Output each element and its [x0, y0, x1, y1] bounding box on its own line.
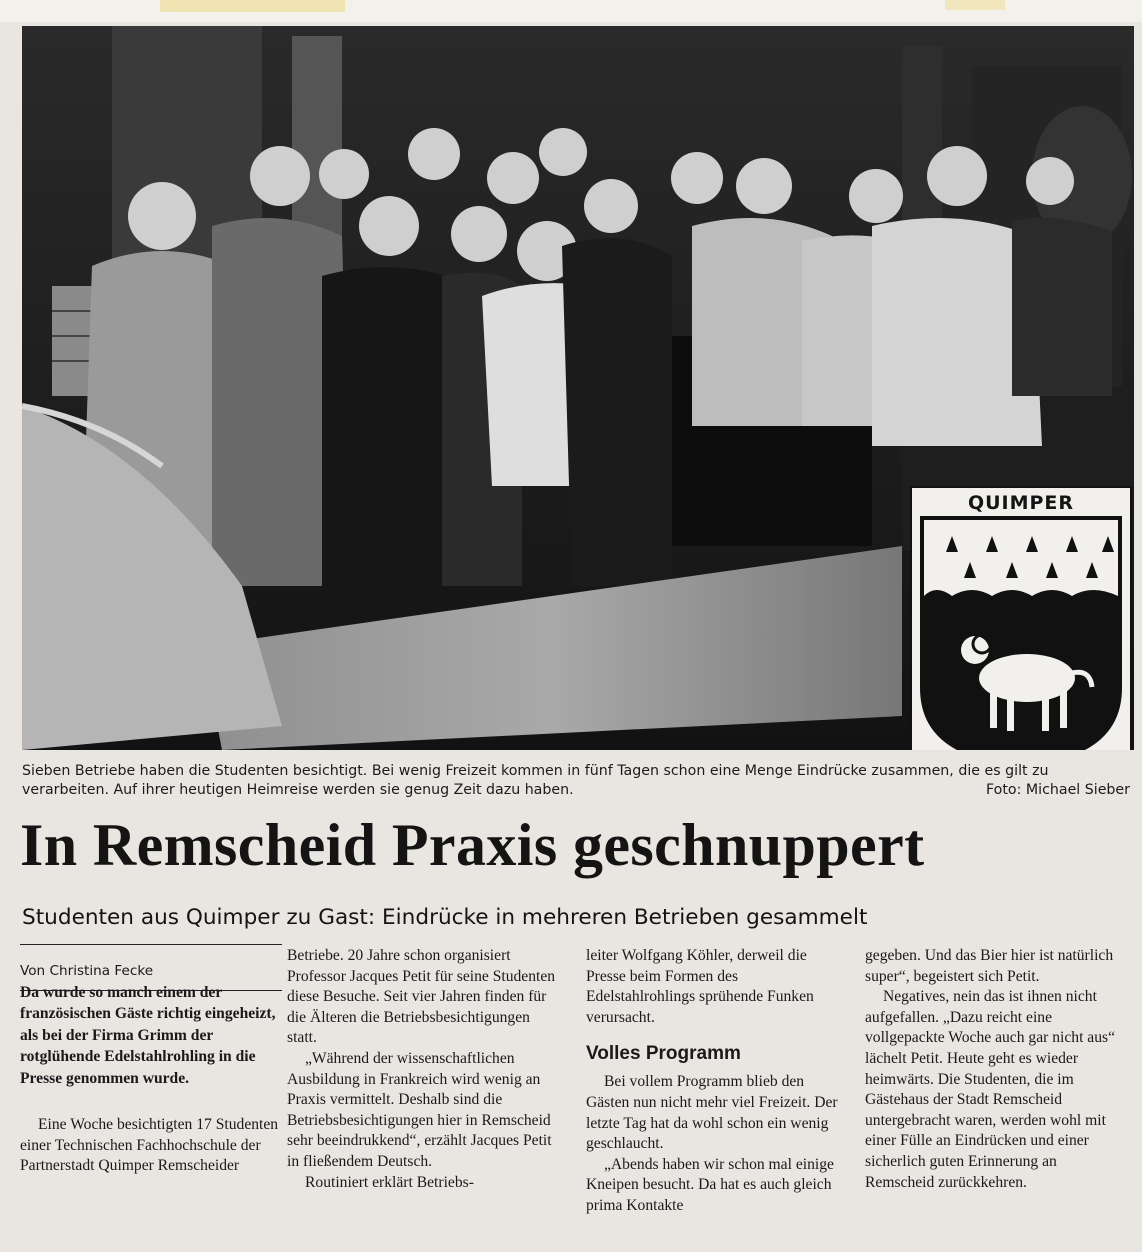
body-paragraph: Eine Woche besichtigten 17 Studenten einer Technischen Fachhochschule der Partnerstadt Quimper Remscheider: [20, 1116, 279, 1175]
article-column-1: [20, 944, 282, 1177]
body-paragraph: gegeben. Und das Bier hier ist natürlich super“, begeistert sich Petit.: [865, 947, 1114, 985]
section-heading: Volles Programm: [586, 1043, 741, 1065]
adhesive-tape: [945, 0, 1005, 10]
lead-paragraph: Da wurde so manch einem der französischen Gäste richtig eingeheizt, als bei der Firma Grimm der rotglühende Edelstahlrohling in die Presse genommen wurde.: [20, 984, 276, 1087]
article-column-2: [287, 946, 563, 1193]
byline: Von Christina Fecke: [20, 963, 154, 979]
arms-label: QUIMPER: [967, 492, 1075, 514]
body-paragraph: Negatives, nein das ist ihnen nicht aufgefallen. „Dazu reicht eine vollgepackte Woche auch gar nicht aus“ lächelt Petit. Heute geht es wieder heimwärts. Die Studenten, die im Gästehaus der Stadt Remscheid untergebracht waren, werden wohl mit einer Fülle an Eindrücken und einer sicherlich guten Erinnerung an Remscheid zurückkehren.: [865, 988, 1116, 1191]
adhesive-tape: [160, 0, 345, 12]
news-photo: [22, 26, 1134, 750]
body-paragraph: „Während der wissenschaftlichen Ausbildung in Frankreich wird wenig an Praxis vermittelt. Deshalb sind die Betriebsbesichtigungen hier in Remscheid sehr beeindrukkend“, erzählt Jacques Petit in fließendem Deutsch.: [287, 1049, 552, 1170]
caption-text: Sieben Betriebe haben die Studenten besichtigt. Bei wenig Freizeit kommen in fünf Tagen schon eine Menge Eindrücke zusammen, die es gilt zu verarbeiten. Auf ihrer heutigen Heimreise werden sie genug Zeit dazu haben.: [22, 763, 1049, 798]
photo-caption: [22, 762, 1130, 800]
article-column-4: [865, 946, 1129, 1193]
quimper-coat-of-arms: [910, 486, 1132, 750]
body-paragraph: Bei vollem Programm blieb den Gästen nun nicht mehr viel Freizeit. Der letzte Tag hat da wohl schon ein wenig geschlaucht.: [586, 1073, 838, 1153]
body-paragraph: Betriebe. 20 Jahre schon organisiert Professor Jacques Petit für seine Studenten diese Besuche. Seit vier Jahren finden für die Älteren die Betriebsbesichtigungen statt.: [287, 947, 556, 1047]
body-paragraph: leiter Wolfgang Köhler, derweil die Presse beim Formen des Edelstahlrohlings sprühende Funken verursacht.: [586, 947, 814, 1026]
headline: In Remscheid Praxis geschnuppert: [20, 812, 925, 878]
article-column-3: [586, 946, 850, 1217]
shield-icon: [912, 488, 1130, 750]
subheadline: Studenten aus Quimper zu Gast: Eindrücke in mehreren Betrieben gesammelt: [22, 905, 868, 930]
body-paragraph: „Abends haben wir schon mal einige Kneipen besucht. Da hat es auch gleich prima Kontakte: [586, 1155, 834, 1214]
body-paragraph: Routiniert erklärt Betriebs-: [305, 1173, 474, 1191]
photo-credit: Foto: Michael Sieber: [986, 782, 1130, 798]
